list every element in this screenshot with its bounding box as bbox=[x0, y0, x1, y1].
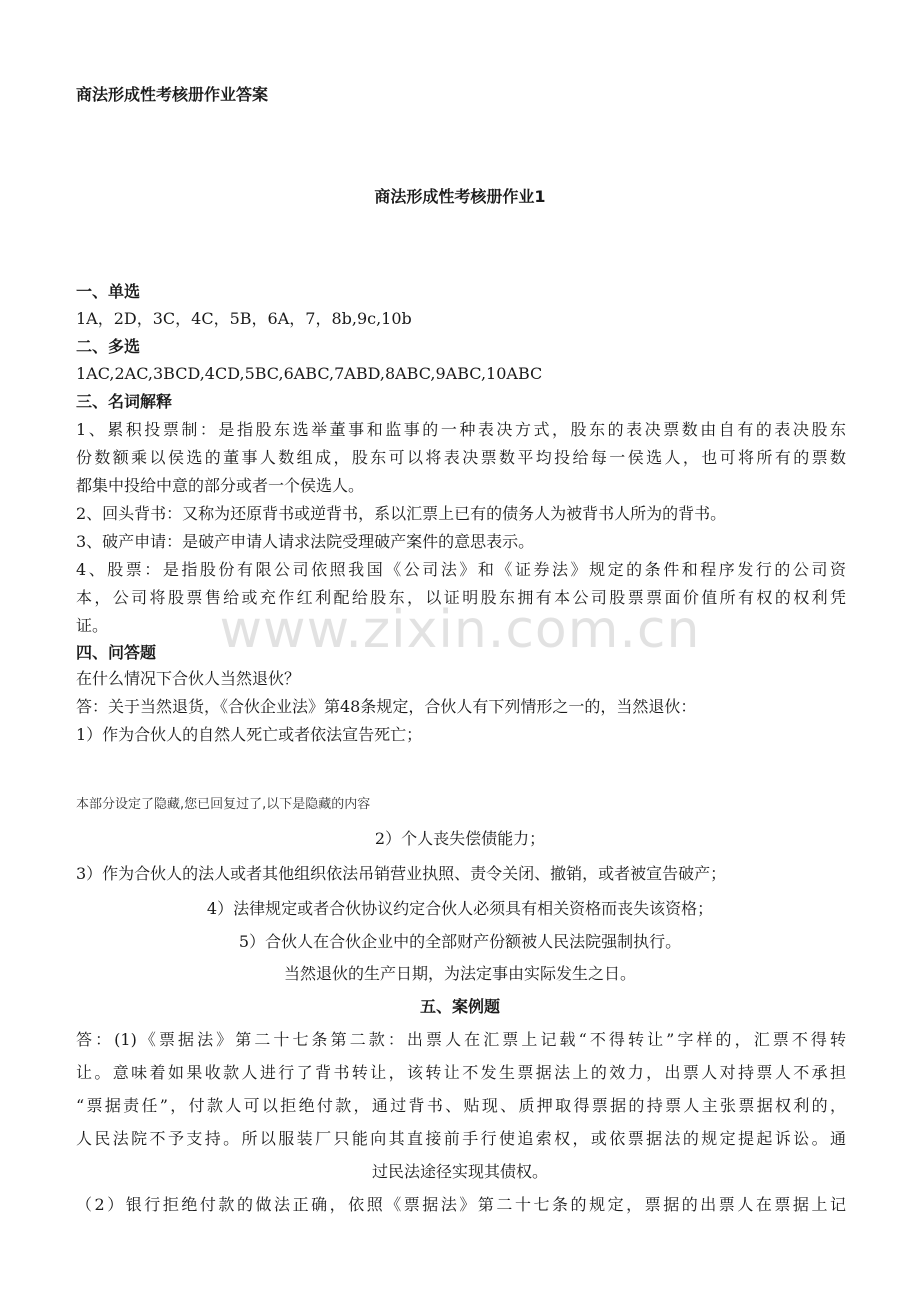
qa-item: 3）作为合伙人的法人或者其他组织依法吊销营业执照、责令关闭、撤销，或者被宣告破产； bbox=[76, 864, 727, 883]
qa-item: 2）个人丧失偿债能力； bbox=[374, 829, 546, 848]
watermark: www.zixin.com.cn bbox=[219, 600, 701, 660]
heading-single-choice: 一、单选 bbox=[76, 282, 141, 301]
term-line: 4、股票：是指股份有限公司依照我国《公司法》和《证券法》规定的条件和程序发行的公司资 bbox=[76, 560, 846, 579]
heading-qa: 四、问答题 bbox=[76, 643, 157, 662]
qa-item: 5）合伙人在合伙企业中的全部财产份额被人民法院强制执行。 bbox=[238, 932, 682, 951]
multiple-choice-answers: 1AC,2AC,3BCD,4CD,5BC,6ABC,7ABD,8ABC,9ABC,10ABC bbox=[76, 364, 543, 383]
document-title: 商法形成性考核册作业答案 bbox=[76, 85, 269, 104]
case-line: 让。意味着如果收款人进行了背书转让，该转让不发生票据法上的效力，出票人对持票人不承担 bbox=[76, 1063, 846, 1082]
qa-item: 4）法律规定或者合伙协议约定合伙人必须具有相关资格而丧失该资格； bbox=[206, 899, 714, 918]
section-title: 商法形成性考核册作业1 bbox=[374, 187, 546, 206]
qa-question: 在什么情况下合伙人当然退伙？ bbox=[76, 669, 301, 688]
qa-answer-intro: 答：关于当然退货，《合伙企业法》第48条规定，合伙人有下列情形之一的，当然退伙： bbox=[76, 697, 697, 716]
term-line: 1、累积投票制：是指股东选举董事和监事的一种表决方式，股东的表决票数由自有的表决股东 bbox=[76, 420, 846, 439]
qa-conclusion: 当然退伙的生产日期，为法定事由实际发生之日。 bbox=[283, 964, 636, 983]
term-line: 证。 bbox=[76, 616, 109, 635]
term-line: 份数额乘以侯选的董事人数组成，股东可以将表决票数平均投给每一侯选人，也可将所有的票数 bbox=[76, 448, 846, 467]
case-line: （2）银行拒绝付款的做法正确，依照《票据法》第二十七条的规定，票据的出票人在票据上记 bbox=[76, 1195, 846, 1214]
case-line: 过民法途径实现其债权。 bbox=[371, 1162, 548, 1181]
term-line: 本，公司将股票售给或充作红利配给股东，以证明股东拥有本公司股票票面价值所有权的权利凭 bbox=[76, 588, 846, 607]
heading-term-explanation: 三、名词解释 bbox=[76, 392, 173, 411]
term-line: 都集中投给中意的部分或者一个侯选人。 bbox=[76, 476, 365, 495]
heading-case-study: 五、案例题 bbox=[419, 997, 500, 1016]
case-line: 答：(1)《票据法》第二十七条第二款：出票人在汇票上记载“不得转让”字样的，汇票不得转 bbox=[76, 1030, 846, 1049]
case-line: “票据责任”，付款人可以拒绝付款，通过背书、贴现、质押取得票据的持票人主张票据权利的， bbox=[76, 1096, 846, 1115]
case-line: 人民法院不予支持。所以服装厂只能向其直接前手行使追索权，或依票据法的规定提起诉讼。通 bbox=[76, 1129, 846, 1148]
single-choice-answers: 1A，2D，3C，4C，5B，6A，7，8b,9c,10b bbox=[76, 309, 412, 328]
hidden-content-notice: 本部分设定了隐藏,您已回复过了,以下是隐藏的内容 bbox=[76, 797, 371, 812]
term-line: 2、回头背书：又称为还原背书或逆背书，系以汇票上已有的债务人为被背书人所为的背书。 bbox=[76, 504, 727, 523]
term-line: 3、破产申请：是破产申请人请求法院受理破产案件的意思表示。 bbox=[76, 532, 535, 551]
qa-item: 1）作为合伙人的自然人死亡或者依法宣告死亡； bbox=[76, 725, 423, 744]
heading-multiple-choice: 二、多选 bbox=[76, 337, 141, 356]
